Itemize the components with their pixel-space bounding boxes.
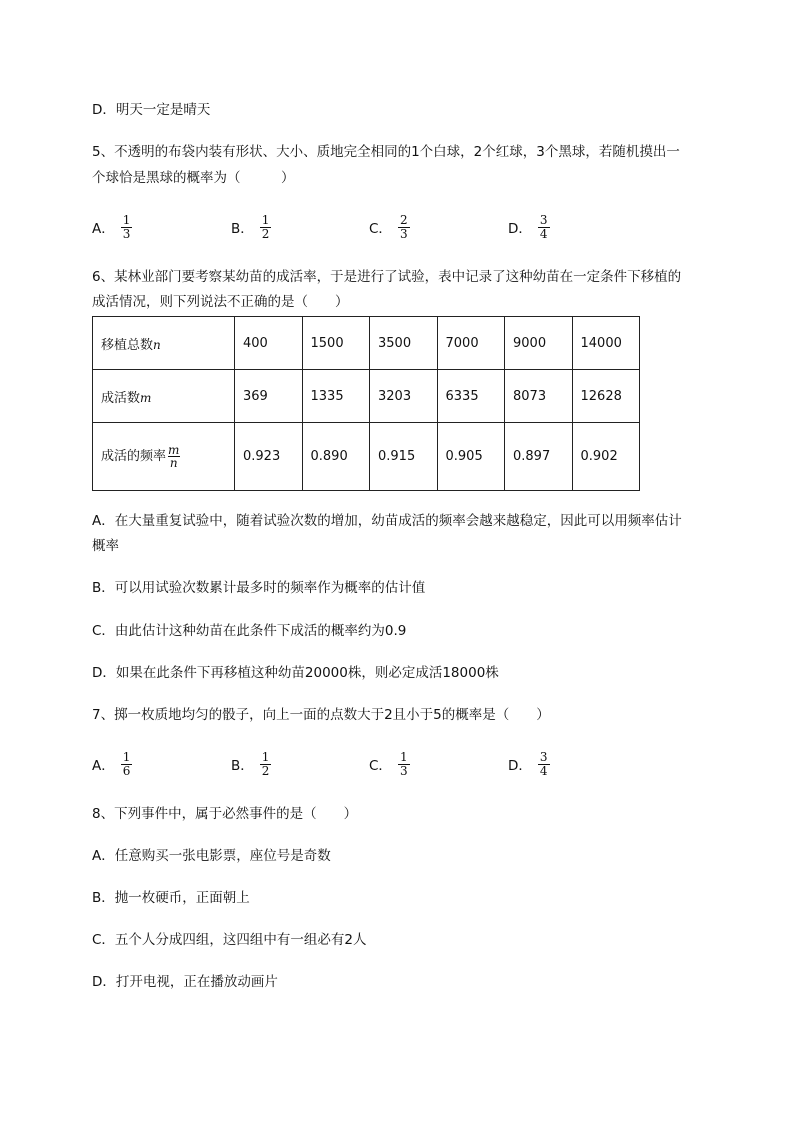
- row-header-frequency: 成活的频率 $\frac{m}{n}$: [93, 423, 235, 491]
- q7-stem: 7、掷一枚质地均匀的骰子，向上一面的点数大于2且小于5的概率是（ ）: [92, 707, 550, 723]
- q6-stem-line2: 成活情况，则下列说法不正确的是（ ）: [92, 294, 349, 310]
- q7-option-d[interactable]: [508, 747, 550, 781]
- table-cell: 0.905: [437, 423, 505, 491]
- q7-option-c[interactable]: [369, 747, 410, 781]
- q8-option-a[interactable]: A．任意购买一张电影票，座位号是奇数: [92, 848, 331, 864]
- q4-option-d: D．明天一定是晴天: [92, 102, 211, 118]
- table-cell: 3203: [370, 370, 438, 423]
- table-row: [93, 317, 640, 370]
- q7-option-a[interactable]: [92, 747, 132, 781]
- q5-option-a[interactable]: [92, 210, 132, 244]
- table-cell: 369: [235, 370, 303, 423]
- q5-stem-line2: 个球恰是黑球的概率为（ ）: [92, 170, 295, 186]
- fraction: $\frac{1}{2}$: [261, 749, 270, 778]
- table-cell: 1500: [302, 317, 370, 370]
- fraction: $\frac{1}{6}$: [122, 749, 131, 778]
- q5-options: [92, 210, 652, 244]
- q5-option-b[interactable]: [231, 210, 271, 244]
- q6-option-b[interactable]: B．可以用试验次数累计最多时的频率作为概率的估计值: [92, 580, 426, 596]
- table-cell: 0.897: [505, 423, 573, 491]
- q8-option-b[interactable]: B．抛一枚硬币，正面朝上: [92, 890, 250, 906]
- table-row: [93, 370, 640, 423]
- row-header-survived: 成活数m: [93, 370, 235, 423]
- table-cell: 12628: [572, 370, 640, 423]
- row-header-transplanted: 移植总数n: [93, 317, 235, 370]
- q6-option-c[interactable]: C．由此估计这种幼苗在此条件下成活的概率约为0.9: [92, 623, 407, 639]
- option-label: B．: [231, 758, 254, 774]
- fraction: $\frac{1}{3}$: [122, 212, 131, 241]
- fraction: $\frac{m}{n}$: [168, 443, 180, 470]
- q6-option-a-line2: 概率: [92, 538, 119, 554]
- fraction: $\frac{1}{2}$: [261, 212, 270, 241]
- option-label: D．: [508, 758, 532, 774]
- q6-option-a-line1[interactable]: A．在大量重复试验中，随着试验次数的增加，幼苗成活的频率会越来越稳定，因此可以用频率估计: [92, 513, 682, 529]
- q8-stem: 8、下列事件中，属于必然事件的是（ ）: [92, 806, 358, 822]
- table-row: [93, 423, 640, 491]
- q6-option-d[interactable]: D．如果在此条件下再移植这种幼苗20000株，则必定成活18000株: [92, 665, 499, 681]
- table-cell: 9000: [505, 317, 573, 370]
- option-label: C．: [369, 221, 392, 237]
- table-cell: 0.923: [235, 423, 303, 491]
- fraction: $\frac{2}{3}$: [399, 212, 408, 241]
- option-label: A．: [92, 221, 115, 237]
- fraction: $\frac{3}{4}$: [539, 749, 548, 778]
- q7-option-b[interactable]: [231, 747, 271, 781]
- q5-option-c[interactable]: [369, 210, 410, 244]
- table-cell: 14000: [572, 317, 640, 370]
- table-cell: 0.915: [370, 423, 438, 491]
- table-cell: 0.902: [572, 423, 640, 491]
- q5-option-d[interactable]: [508, 210, 550, 244]
- fraction: $\frac{1}{3}$: [399, 749, 408, 778]
- q7-options: [92, 747, 652, 781]
- table-cell: 6335: [437, 370, 505, 423]
- q6-stem-line1: 6、某林业部门要考察某幼苗的成活率，于是进行了试验，表中记录了这种幼苗在一定条件下移植的: [92, 269, 682, 285]
- seedling-table: [92, 316, 640, 491]
- table-cell: 8073: [505, 370, 573, 423]
- q5-stem-line1: 5、不透明的布袋内装有形状、大小、质地完全相同的1个白球，2个红球，3个黑球，若随机摸出一: [92, 144, 680, 160]
- option-label: C．: [369, 758, 392, 774]
- fraction: $\frac{3}{4}$: [539, 212, 548, 241]
- q8-option-d[interactable]: D．打开电视，正在播放动画片: [92, 974, 278, 990]
- table-cell: 1335: [302, 370, 370, 423]
- table-cell: 3500: [370, 317, 438, 370]
- option-label: D．: [508, 221, 532, 237]
- q8-option-c[interactable]: C．五个人分成四组，这四组中有一组必有2人: [92, 932, 367, 948]
- table-cell: 7000: [437, 317, 505, 370]
- option-label: A．: [92, 758, 115, 774]
- table-cell: 400: [235, 317, 303, 370]
- option-label: B．: [231, 221, 254, 237]
- table-cell: 0.890: [302, 423, 370, 491]
